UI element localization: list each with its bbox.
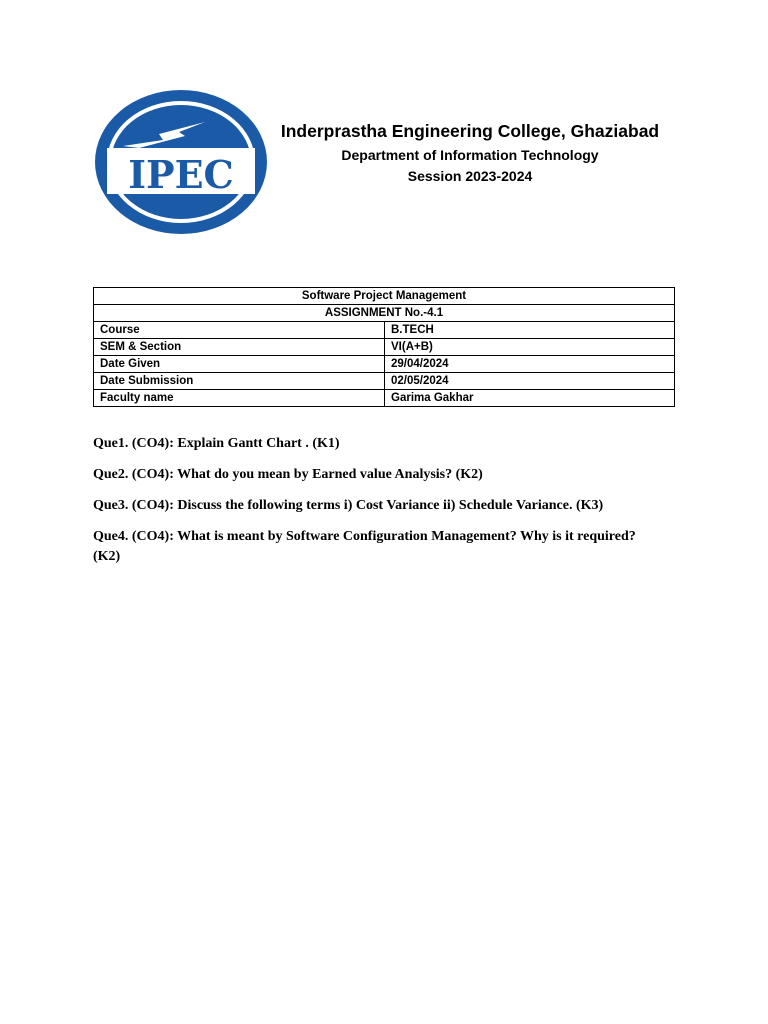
question-4: Que4. (CO4): What is meant by Software Configuration Management? Why is it required? (K2) [93, 529, 636, 564]
logo-emblem [93, 88, 269, 236]
table-row [94, 390, 675, 407]
table-row [94, 373, 675, 390]
row-value: Garima Gakhar [385, 390, 675, 407]
department-name: Department of Information Technology [341, 147, 599, 163]
college-name: Inderprastha Engineering College, Ghaziabad [280, 121, 660, 141]
assignment-info-table [93, 287, 675, 407]
row-value: 29/04/2024 [385, 356, 675, 373]
question-3: Que3. (CO4): Discuss the following terms i) Cost Variance ii) Schedule Variance. (K3) [93, 498, 604, 513]
session-year: Session 2023-2024 [407, 168, 533, 184]
table-row [94, 356, 675, 373]
table-row [94, 305, 675, 322]
row-label: Date Given [94, 356, 385, 373]
table-row [94, 339, 675, 356]
logo-text: IPEC [128, 152, 234, 197]
row-value: 02/05/2024 [385, 373, 675, 390]
table-row [94, 288, 675, 305]
table-row [94, 322, 675, 339]
ipec-logo [93, 88, 269, 236]
document-header [270, 118, 670, 186]
question-list [93, 434, 653, 578]
subject-title: Software Project Management [94, 288, 675, 305]
question-1: Que1. (CO4): Explain Gantt Chart . (K1) [93, 436, 340, 451]
row-value: VI(A+B) [385, 339, 675, 356]
row-label: Course [94, 322, 385, 339]
question-2: Que2. (CO4): What do you mean by Earned value Analysis? (K2) [93, 467, 483, 482]
row-label: Date Submission [94, 373, 385, 390]
row-label: Faculty name [94, 390, 385, 407]
row-value: B.TECH [385, 322, 675, 339]
row-label: SEM & Section [94, 339, 385, 356]
assignment-number: ASSIGNMENT No.-4.1 [94, 305, 675, 322]
